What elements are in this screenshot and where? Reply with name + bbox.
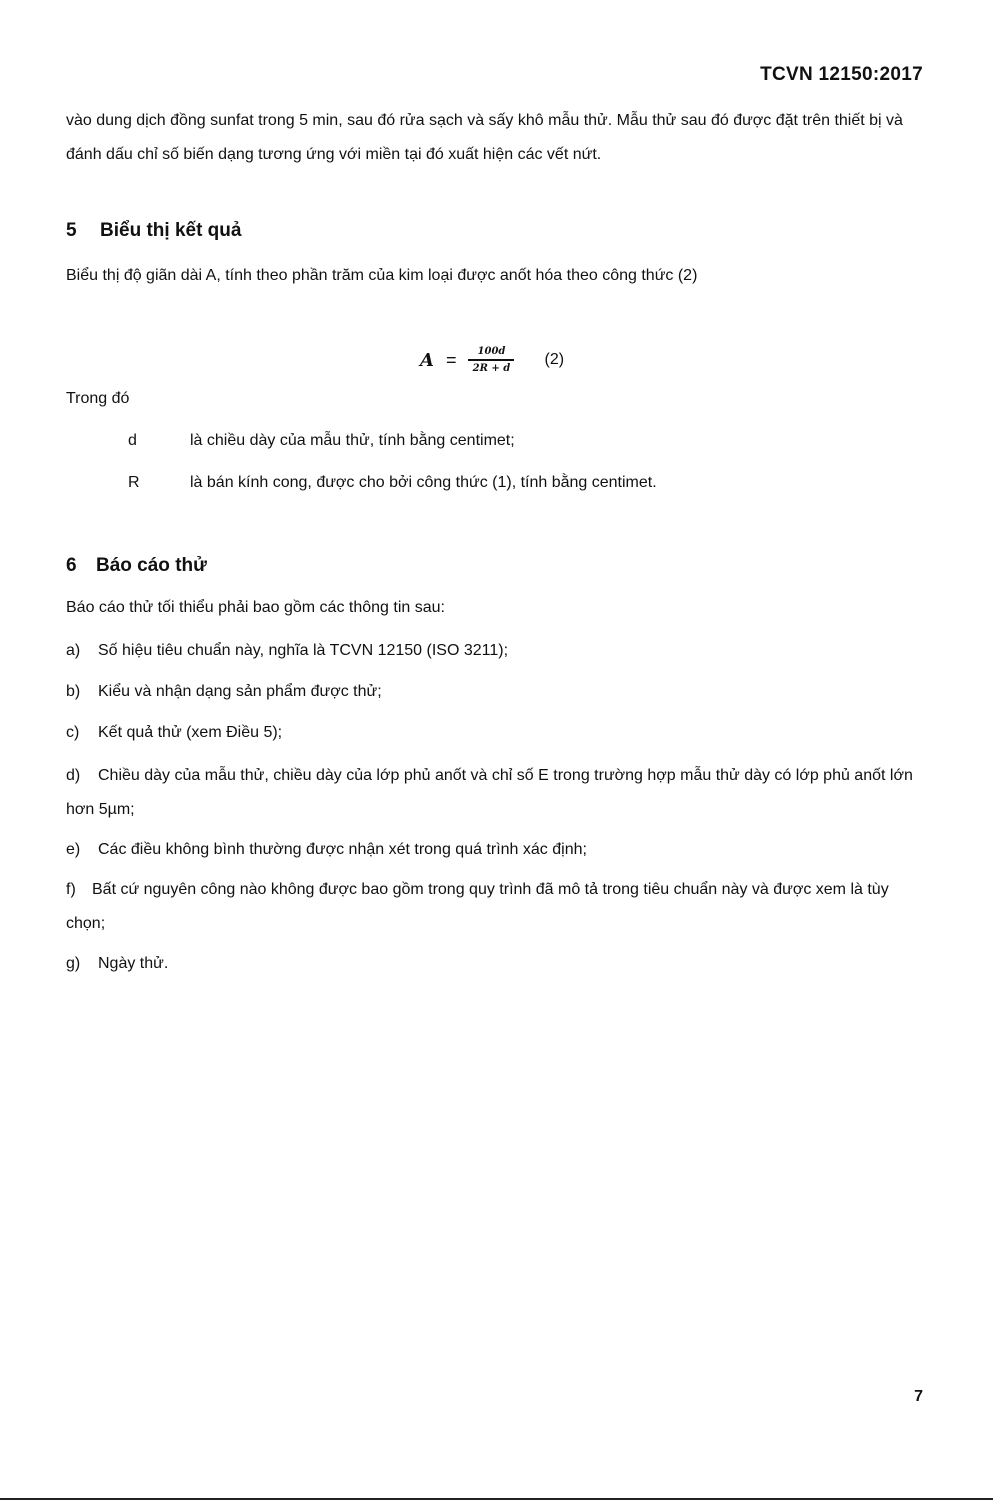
definition-symbol: d (128, 432, 137, 449)
list-item-text: Ngày thử. (98, 955, 169, 972)
section-5-number: 5 (66, 220, 77, 241)
list-item-label: g) (66, 955, 81, 972)
list-item-label: f) (66, 881, 76, 898)
list-item-label: c) (66, 724, 80, 741)
definition-r (128, 474, 657, 492)
section-5-paragraph: Biểu thị độ giãn dài A, tính theo phần trăm của kim loại được anốt hóa theo công thức (2) (66, 267, 698, 284)
definition-symbol: R (128, 474, 140, 491)
section-5-title: Biểu thị kết quả (100, 220, 242, 241)
definition-d (128, 432, 515, 450)
section-6-number: 6 (66, 555, 77, 576)
definition-text: là bán kính cong, được cho bởi công thức (1), tính bằng centimet. (190, 474, 657, 491)
standard-code: TCVN 12150:2017 (760, 64, 923, 85)
list-item-label: e) (66, 841, 81, 858)
formula-fraction (468, 346, 514, 374)
list-item (66, 634, 928, 668)
formula-equals: = (445, 349, 457, 370)
list-item-text: Số hiệu tiêu chuẩn này, nghĩa là TCVN 12150 (ISO 3211); (98, 642, 509, 659)
page-bottom-edge (0, 1498, 993, 1500)
list-item-text: Kết quả thử (xem Điều 5); (98, 724, 283, 741)
formula-denominator: 2R + d (472, 362, 511, 374)
list-item (66, 675, 928, 709)
list-item-label: d) (66, 767, 81, 784)
section-6-title: Báo cáo thử (96, 555, 207, 576)
formula-2 (420, 338, 564, 382)
formula-number: (2) (544, 351, 565, 368)
list-item-text: Kiểu và nhận dạng sản phẩm được thử; (98, 683, 382, 700)
definition-text: là chiều dày của mẫu thử, tính bằng centimet; (190, 432, 515, 449)
intro-paragraph: vào dung dịch đồng sunfat trong 5 min, sau đó rửa sạch và sấy khô mẫu thử. Mẫu thử sau đó được đặt trên thiết bị và đánh dấu chỉ số biến dạng tương ứng với miền tại đó xuất hiện các vết nứt. (66, 112, 903, 163)
list-item (66, 947, 928, 981)
section-6-paragraph: Báo cáo thử tối thiểu phải bao gồm các thông tin sau: (66, 599, 445, 616)
formula-lhs: A (420, 349, 434, 371)
list-item-text: Các điều không bình thường được nhận xét trong quá trình xác định; (98, 841, 587, 858)
list-item-label: a) (66, 642, 81, 659)
section-5-heading (66, 220, 241, 242)
list-item (66, 833, 928, 867)
list-item (66, 716, 928, 750)
list-item-label: b) (66, 683, 81, 700)
list-item-text: Bất cứ nguyên công nào không được bao gồm trong quy trình đã mô tả trong tiêu chuẩn này và được xem là tùy chọn; (66, 881, 889, 932)
page-number: 7 (914, 1388, 923, 1405)
list-item-text: Chiều dày của mẫu thử, chiều dày của lớp phủ anốt và chỉ số E trong trường hợp mẫu thử dày có lớp phủ anốt lớn hơn 5µm; (66, 767, 913, 818)
list-item (66, 759, 928, 827)
formula-numerator: 100d (477, 346, 506, 358)
list-item (66, 873, 928, 941)
section-6-heading (66, 555, 207, 577)
where-label: Trong đó (66, 390, 130, 407)
